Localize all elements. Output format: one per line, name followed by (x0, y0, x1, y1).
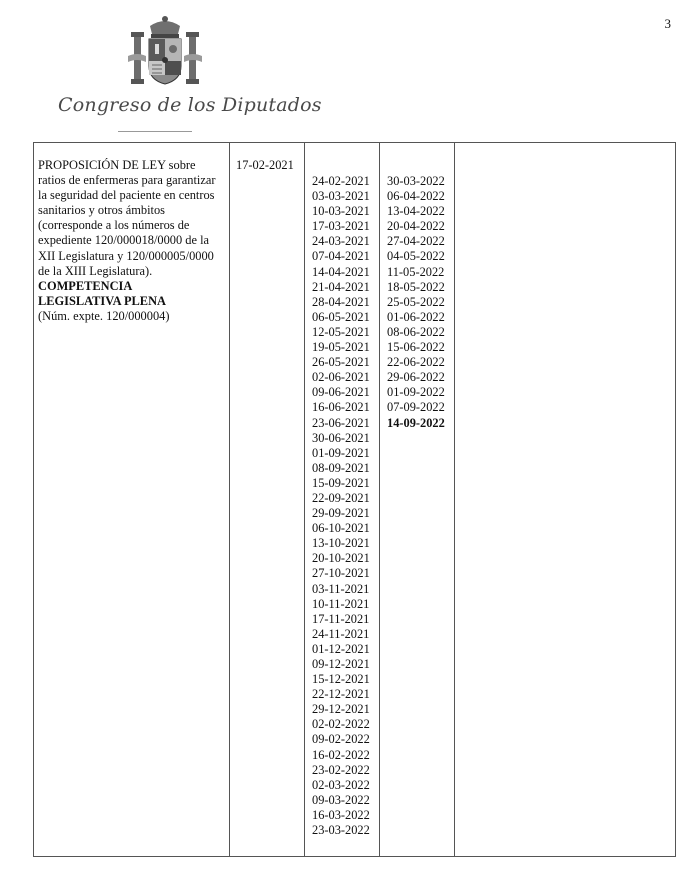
logo-text: Congreso de los Diputados (58, 94, 322, 116)
extension-date: 09-06-2021 (312, 385, 370, 400)
extension-date: 29-12-2021 (312, 702, 370, 717)
extension-date: 01-09-2021 (312, 445, 370, 460)
extension-date: 24-02-2021 (312, 174, 370, 188)
extension-date: 02-06-2021 (312, 370, 370, 385)
extension-date: 02-02-2022 (312, 717, 370, 732)
description-line: XII Legislatura y 120/000005/0000 (38, 248, 214, 263)
extension-date: 17-11-2021 (312, 611, 370, 626)
description-line: PROPOSICIÓN DE LEY sobre (38, 158, 196, 172)
extension-date: 01-06-2022 (387, 309, 445, 324)
extension-date: 30-06-2021 (312, 430, 370, 445)
page-number: 3 (664, 16, 671, 31)
extension-date: 22-06-2022 (387, 355, 445, 370)
empty-cell (455, 143, 676, 857)
extension-dates-cell-1 (305, 143, 380, 857)
extension-date: 19-05-2021 (312, 340, 370, 355)
competence-label: COMPETENCIA (38, 278, 133, 293)
description-cell (34, 143, 230, 857)
final-extension-date: 14-09-2022 (387, 415, 445, 430)
expediente-number: (Núm. expte. 120/000004) (38, 308, 170, 323)
extension-date: 03-11-2021 (312, 581, 370, 596)
extension-date: 16-03-2022 (312, 807, 370, 822)
extension-date: 29-06-2022 (387, 370, 445, 385)
extension-date: 06-10-2021 (312, 521, 370, 536)
extension-date: 08-09-2021 (312, 460, 370, 475)
description-line: (corresponde a los números de (38, 218, 190, 233)
extension-date: 02-03-2022 (312, 777, 370, 792)
coat-of-arms-icon (54, 14, 276, 94)
extension-date: 24-11-2021 (312, 626, 370, 641)
extension-date: 20-04-2022 (387, 219, 445, 234)
extension-date: 14-04-2021 (312, 264, 370, 279)
extension-date: 11-05-2022 (387, 264, 445, 279)
presented-date-cell (230, 143, 305, 857)
extension-date: 22-09-2021 (312, 490, 370, 505)
extension-date: 13-10-2021 (312, 536, 370, 551)
extension-date: 08-06-2022 (387, 324, 445, 339)
extension-date: 13-04-2022 (387, 204, 445, 219)
description-line: expediente 120/000018/0000 de la (38, 233, 210, 248)
congreso-logo (54, 14, 322, 136)
extension-date: 17-03-2021 (312, 219, 370, 234)
presented-date: 17-02-2021 (236, 158, 294, 172)
extension-dates-list-1 (305, 143, 379, 838)
extension-date: 09-12-2021 (312, 657, 370, 671)
extension-date: 26-05-2021 (312, 355, 370, 370)
extension-dates-cell-2 (380, 143, 455, 857)
extension-date: 23-06-2021 (312, 415, 370, 430)
extension-date: 01-09-2022 (387, 385, 445, 400)
extension-date: 20-10-2021 (312, 551, 370, 566)
extension-date: 25-05-2022 (387, 294, 445, 309)
extension-date: 07-04-2021 (312, 249, 370, 264)
competence-label: LEGISLATIVA PLENA (38, 293, 166, 308)
extension-date: 24-03-2021 (312, 234, 370, 249)
extension-date: 10-03-2021 (312, 204, 370, 219)
extension-date: 06-05-2021 (312, 309, 370, 324)
extension-date: 16-02-2022 (312, 747, 370, 762)
description-line: ratios de enfermeras para garantizar (38, 173, 216, 188)
extension-date: 12-05-2021 (312, 324, 370, 339)
extension-date: 23-02-2022 (312, 762, 370, 777)
extension-date: 09-03-2022 (312, 792, 370, 807)
extension-date: 16-06-2021 (312, 400, 370, 415)
extension-date: 07-09-2022 (387, 400, 445, 415)
extension-date: 27-10-2021 (312, 566, 370, 581)
extension-date: 04-05-2022 (387, 249, 445, 264)
extension-date: 22-12-2021 (312, 687, 370, 702)
extension-date: 18-05-2022 (387, 279, 445, 294)
extension-date: 09-02-2022 (312, 732, 370, 747)
extension-date: 21-04-2021 (312, 279, 370, 294)
extension-date: 28-04-2021 (312, 294, 370, 309)
description-line: de la XIII Legislatura). (38, 263, 153, 278)
extension-date: 15-12-2021 (312, 672, 370, 687)
logo-underline (118, 131, 192, 132)
extension-date: 15-09-2021 (312, 475, 370, 490)
description-line: sanitarios y otros ámbitos (38, 203, 165, 218)
extension-dates-list-2 (380, 143, 454, 431)
extension-date: 29-09-2021 (312, 506, 370, 521)
extension-date: 10-11-2021 (312, 596, 370, 611)
extension-date: 15-06-2022 (387, 340, 445, 355)
extension-date: 30-03-2022 (387, 174, 445, 188)
extension-date: 06-04-2022 (387, 189, 445, 204)
extension-date: 23-03-2022 (312, 823, 370, 838)
table-row (34, 143, 676, 857)
extension-date: 27-04-2022 (387, 234, 445, 249)
extensions-table (33, 142, 676, 857)
extension-date: 03-03-2021 (312, 189, 370, 204)
extension-date: 01-12-2021 (312, 641, 370, 656)
description-line: la seguridad del paciente en centros (38, 188, 215, 203)
